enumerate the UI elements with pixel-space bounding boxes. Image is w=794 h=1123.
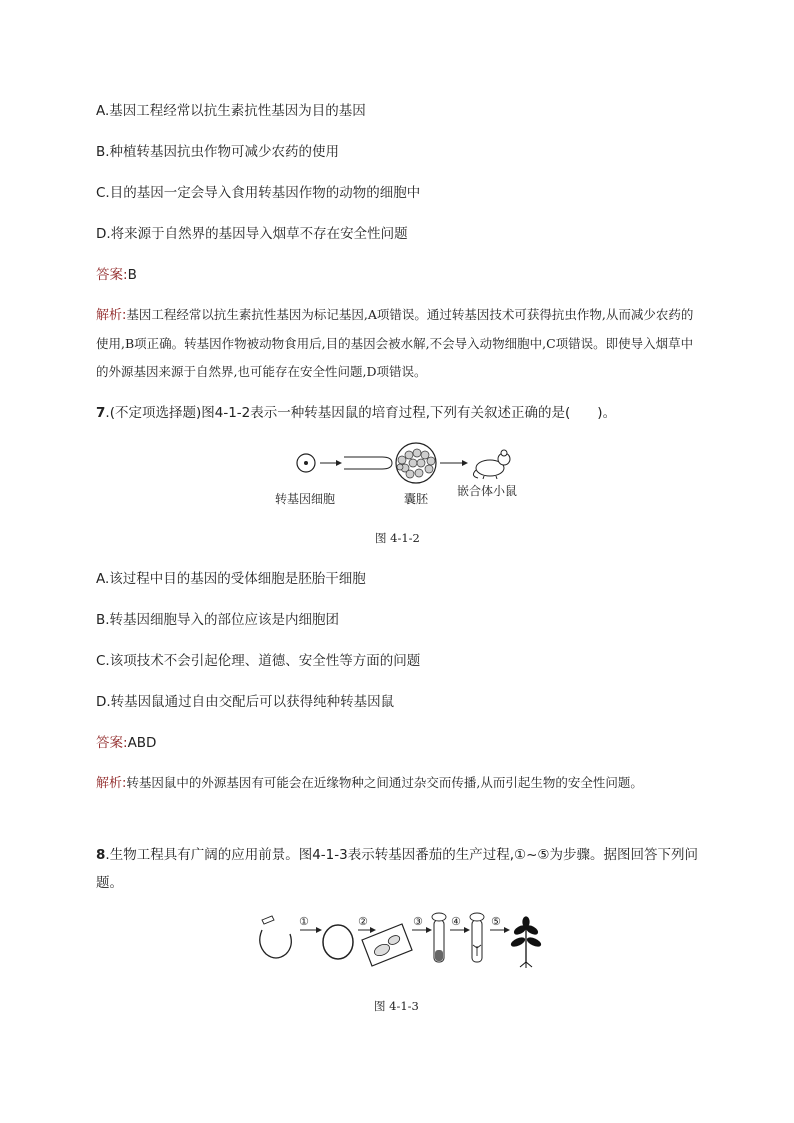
label-blastocyst: 囊胚 [404, 492, 429, 506]
step-5-label: ⑤ [491, 915, 501, 928]
answer-label: 答案: [96, 267, 128, 283]
q6-option-b: B.种植转基因抗虫作物可减少农药的使用 [96, 144, 340, 160]
explanation-label: 解析: [96, 308, 127, 323]
q7-text: .(不定项选择题)图4-1-2表示一种转基因鼠的培育过程,下列有关叙述正确的是( )。 [105, 405, 617, 421]
q8-number: 8 [96, 847, 106, 863]
step-2-label: ② [358, 915, 368, 928]
answer-label: 答案: [96, 735, 128, 751]
q6-option-a: A.基因工程经常以抗生素抗性基因为目的基因 [96, 103, 366, 119]
q7-answer [96, 734, 156, 752]
q6-option-c: C.目的基因一定会导入食用转基因作物的动物的细胞中 [96, 185, 421, 201]
q7-option-c: C.该项技术不会引起伦理、道德、安全性等方面的问题 [96, 653, 421, 669]
figure-4-1-2 [290, 446, 530, 486]
q6-option-d: D.将来源于自然界的基因导入烟草不存在安全性问题 [96, 226, 408, 242]
answer-value: B [127, 267, 137, 283]
q8-stem [96, 841, 700, 897]
answer-value: ABD [127, 735, 157, 751]
q7-option-a: A.该过程中目的基因的受体细胞是胚胎干细胞 [96, 571, 366, 587]
label-chimeric-mouse: 嵌合体小鼠 [457, 484, 518, 498]
recombinant-plasmid-icon [323, 925, 353, 959]
test-tube-seedling-icon [470, 913, 484, 962]
figure-4-1-2-caption: 图 4-1-2 [375, 531, 420, 545]
q7-number: 7 [96, 405, 106, 421]
explanation-text: 转基因鼠中的外源基因有可能会在近缘物种之间通过杂交而传播,从而引起生物的安全性问题。 [126, 775, 643, 790]
figure-4-1-3-caption: 图 4-1-3 [374, 999, 419, 1013]
q6-explanation [96, 301, 700, 386]
explanation-text: 基因工程经常以抗生素抗性基因为标记基因,A项错误。通过转基因技术可获得抗虫作物,从而减少农药的使用,B项正确。转基因作物被动物食用后,目的基因会被水解,不会导入动物细胞中,C项错误。即使导入烟草中的外源基因来源于自然界,也可能存在安全性问题,D项错误。 [96, 307, 694, 379]
q7-option-d: D.转基因鼠通过自由交配后可以获得纯种转基因鼠 [96, 694, 395, 710]
step-3-label: ③ [413, 915, 423, 928]
q6-answer [96, 266, 137, 284]
figure-4-1-3 [252, 910, 552, 970]
tomato-plant-icon [510, 917, 541, 968]
test-tube-culture-icon [432, 913, 446, 962]
micropipette-icon [344, 457, 392, 469]
q8-text: .生物工程具有广阔的应用前景。图4-1-3表示转基因番茄的生产过程,①~⑤为步骤。据图回答下列问题。 [96, 847, 699, 891]
q7-option-b: B.转基因细胞导入的部位应该是内细胞团 [96, 612, 340, 628]
mouse-icon [473, 450, 510, 479]
explanation-label: 解析: [96, 776, 127, 791]
q7-explanation [96, 769, 700, 798]
label-transgenic-cell: 转基因细胞 [275, 492, 336, 506]
step-1-label: ① [299, 915, 309, 928]
plasmid-gene-icon [260, 930, 292, 958]
step-4-label: ④ [451, 915, 461, 928]
q7-stem [96, 399, 700, 427]
